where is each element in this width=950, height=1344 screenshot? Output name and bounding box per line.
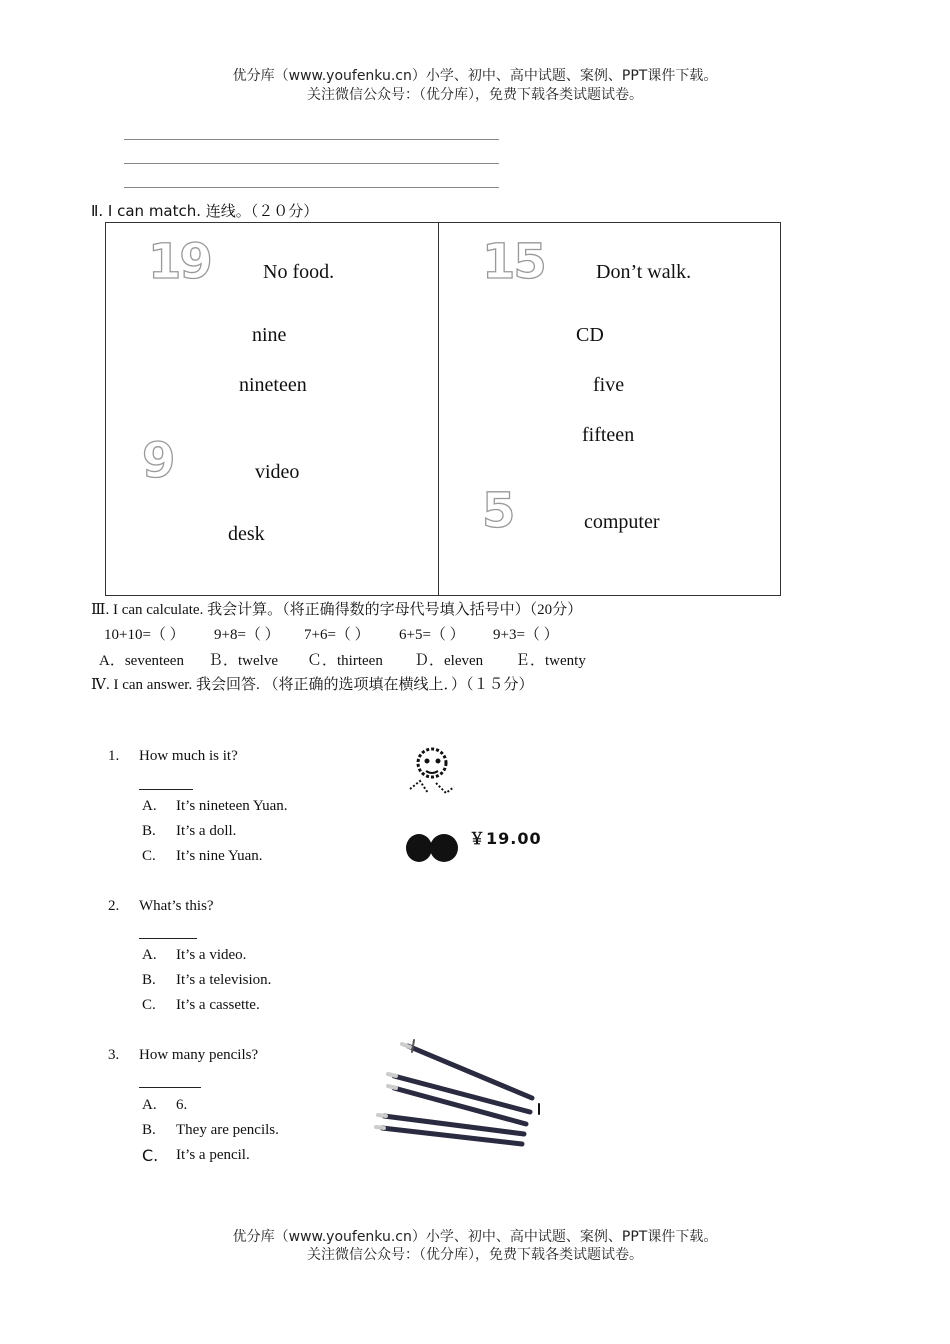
option-text: It’s a television. [176,972,272,988]
answer-line [124,187,499,188]
option-letter: B. [142,1122,156,1138]
word-dont-walk: Don’t walk. [596,261,692,283]
number-9: 9 [142,433,174,489]
pencils-image [372,1030,544,1148]
price-tag: ￥19.00 [469,829,542,848]
word-nineteen: nineteen [239,374,307,396]
answer-blank[interactable] [139,938,197,939]
section-2-title: Ⅱ. I can match. 连线。（２０分） [91,202,319,220]
option-text: They are pencils. [176,1122,279,1138]
option-text: 6. [176,1097,188,1113]
choice: A．seventeen [99,653,184,669]
option-letter: C. [142,997,156,1013]
word-nine: nine [252,324,287,346]
doll-image [402,745,464,867]
choice: Ｅ．twenty [515,653,586,669]
answer-line [124,139,499,140]
option-letter: A. [142,798,157,814]
word-fifteen: fifteen [582,424,635,446]
footer-line-1: 优分库（www.youfenku.cn）小学、初中、高中试题、案例、PPT课件下载。 [232,1229,718,1245]
option-letter: C. [142,848,156,864]
answer-blank[interactable] [139,1087,201,1088]
answer-blank[interactable] [139,789,193,790]
equation: 7+6=（ ） [304,627,370,643]
option-text: It’s a cassette. [176,997,260,1013]
footer-line-2: 关注微信公众号：（优分库），免费下载各类试题试卷。 [307,1247,643,1263]
choice: Ｃ．thirteen [307,653,383,669]
word-cd: CD [576,324,604,346]
equation: 10+10=（ ） [104,627,185,643]
equation: 6+5=（ ） [399,627,465,643]
option-letter: A. [142,1097,157,1113]
section-3-title: Ⅲ. I can calculate. 我会计算。（将正确得数的字母代号填入括号中）（20分） [91,602,583,618]
match-table-divider [438,222,439,596]
option-letter: C. [142,1146,159,1165]
question-text: How much is it? [139,748,238,764]
option-letter: B. [142,823,156,839]
option-letter: A. [142,947,157,963]
word-computer: computer [584,511,660,533]
section-4-title: Ⅳ. I can answer. 我会回答. （将正确的选项填在横线上．）（１５分） [91,677,534,693]
option-text: It’s nineteen Yuan. [176,798,288,814]
option-text: It’s a video. [176,947,247,963]
number-19: 19 [148,234,211,290]
option-text: It’s a pencil. [176,1147,250,1163]
question-number: 1. [108,748,120,764]
question-text: What’s this? [139,898,214,914]
equation: 9+8=（ ） [214,627,280,643]
choice: Ｂ．twelve [208,653,278,669]
option-text: It’s nine Yuan. [176,848,263,864]
number-5: 5 [482,483,514,539]
word-desk: desk [228,523,265,545]
question-number: 2. [108,898,120,914]
answer-line [124,163,499,164]
word-five: five [593,374,625,396]
word-video: video [255,461,300,483]
question-number: 3. [108,1047,120,1063]
equation: 9+3=（ ） [493,627,559,643]
header-line-1: 优分库（www.youfenku.cn）小学、初中、高中试题、案例、PPT课件下载。 [232,68,718,84]
question-text: How many pencils? [139,1047,259,1063]
option-letter: B. [142,972,156,988]
choice: Ｄ．eleven [414,653,484,669]
word-no-food: No food. [263,261,335,283]
number-15: 15 [482,234,545,290]
header-line-2: 关注微信公众号：（优分库），免费下载各类试题试卷。 [307,87,643,103]
option-text: It’s a doll. [176,823,237,839]
